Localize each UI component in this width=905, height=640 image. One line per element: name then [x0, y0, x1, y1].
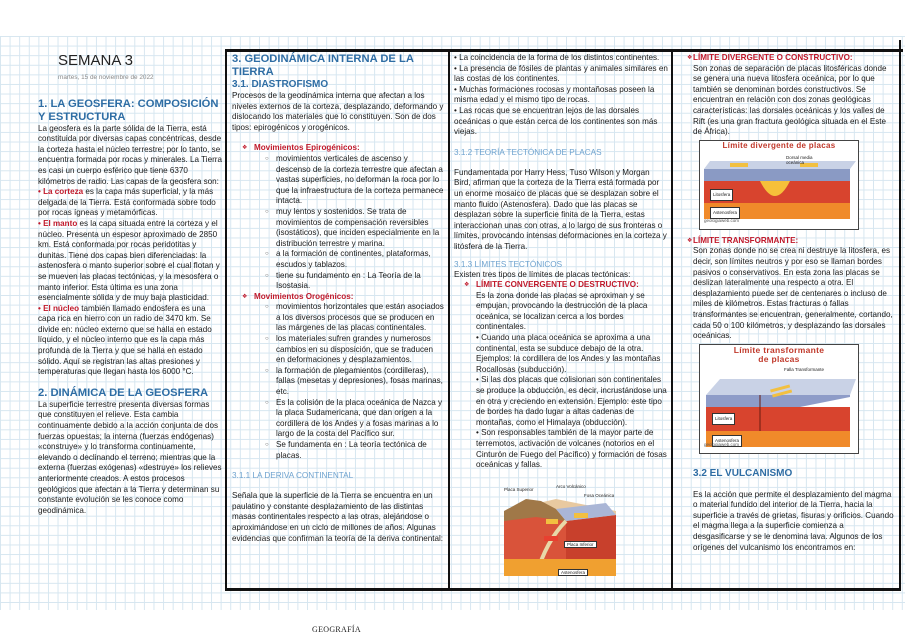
list-item: ○ a la formación de continentes, plataformas, escudos y tablazos. — [232, 249, 444, 270]
label-placa-inferior: Placa Inferior — [564, 541, 597, 548]
limites-title: 3.1.3 LÍMITES TECTÓNICOS — [454, 259, 563, 269]
evidence-item: • La presencia de fósiles de plantas y animales similares en las costas de los continentes. — [454, 63, 668, 84]
layer-text: es la capa más superficial, y la más delgada de la Tierra. Está conformada sobre todo por rocas ígneas y metamórficas. — [38, 187, 216, 218]
column-divider-3 — [671, 49, 673, 591]
section-2-title: 2. DINÁMICA DE LA GEOSFERA — [38, 386, 209, 399]
layer-text: es la capa situada entre la corteza y el núcleo. Presenta un espesor aproximado de 2850 km. Está conformada por rocas peridotitas y dunitas. Tiene dos capas bien diferenciadas: la astenosfera o manto superior sobre el cual flotan y se mueven las placas tectónicas, y la mesosfera o manto inferior. Esta última es una zona esencialmente sólida y de muy baja plasticidad. — [38, 218, 220, 303]
convergente-text: • Si las dos placas que colisionan son continentales se produce la obducción, es decir, incrustándose una en otra y creciendo en extensión. Ejemplo: este tipo de bordes ha dado lugar a altas cadenas de montañas, como el Himalaya (obducción). — [476, 375, 667, 427]
frame-bottom-border — [225, 588, 900, 591]
convergente-text: Es la zona donde las placas se aproximan y se empujan, provocando la destrucción de la placa oceánica, se localizan cerca a los bordes continentales. — [476, 290, 648, 332]
column-divider-4 — [899, 40, 901, 591]
section-3-1-title: 3.1. DIASTROFISMO — [232, 79, 329, 90]
label-placa-superior: Placa Superior — [504, 487, 534, 492]
figure-credit: geologiaweb.com — [704, 218, 740, 224]
label-arco-volcanico: Arco Volcánico — [556, 484, 586, 489]
column-geosfera — [38, 50, 224, 516]
column-tectonica — [454, 53, 668, 471]
convergent-boundary-figure — [496, 481, 622, 585]
vulcanismo-title: 3.2 EL VULCANISMO — [693, 467, 793, 479]
limites-intro: Existen tres tipos de límites de placas tectónicas: — [454, 269, 631, 279]
transformante-heading: ❖ LÍMITE TRANSFORMANTE: — [677, 236, 897, 247]
divergente-heading: ❖ LÍMITE DIVERGENTE O CONSTRUCTIVO: — [677, 53, 897, 64]
evidence-item: • La coincidencia de la forma de los distintos continentes. — [454, 53, 660, 62]
list-item: ○ los materiales sufren grandes y numerosos cambios en su disposición, que se traducen en deformaciones y desplazamientos. — [232, 334, 444, 366]
tectonica-title: 3.1.2 TEORÍA TECTÓNICA DE PLACAS — [454, 147, 602, 157]
column-geodinamica — [232, 53, 444, 544]
list-item: ○ movimientos verticales de ascenso y descenso de la corteza terrestre que afectan a vastas superficies, no deforman la roca por lo que la infraestructura de la corteza permanece intacta. — [232, 154, 444, 207]
divergent-boundary-figure — [699, 140, 859, 230]
list-item: ○ tiene su fundamento en : La Teoría de la Isostasia. — [232, 271, 444, 292]
footer-subject: GEOGRAFÍA — [312, 625, 361, 634]
date-label: martes, 15 de noviembre de 2022 — [58, 74, 154, 81]
layer-manto — [38, 219, 224, 304]
figure-title-line1: Límite transformante — [733, 344, 825, 355]
diastrofismo-intro: Procesos de la geodinámica interna que afectan a los niveles externos de la corteza, desplazando, deformando y dislocando los materiales que lo constituyen. Son de dos tipos: epirogénicos y orogénicos. — [232, 91, 444, 132]
section-1-title: 1. LA GEOSFERA: COMPOSICIÓN Y ESTRUCTURA — [38, 97, 219, 123]
list-item: ○ Es la colisión de la placa oceánica de Nazca y la placa Sudamericana, que dan origen a la cordillera de los Andes y a fosas marinas a lo largo de la costa del Pacífico sur. — [232, 398, 444, 440]
tectonica-text: Fundamentada por Harry Hess, Tuso Wilson y Morgan Bird, afirman que la corteza de la Tierra está formada por un enorme mosaico de placas que se desplazan sobre el manto fluido (Astenosfera). Dado que las placas se desplazan sobre la superficie finita de la Tierra, estas interaccionan unas con otras, a lo largo de sus fronteras o límites, provocando intensas deformaciones en la corteza y litósfera de la Tierra. — [454, 167, 667, 251]
list-item: ○ Se fundamenta en : La teoría tectónica de placas. — [232, 440, 444, 461]
evidence-item: • Las rocas que se encuentran lejos de las dorsales oceánicas o que están cerca de los continentes son más viejas. — [454, 105, 658, 137]
convergente-text: • Son responsables también de la mayor parte de terremotos, activación de volcanes (notorios en el Cinturón de Fuego del Pacífico) y formación de fosas oceánicas y fallas. — [476, 428, 667, 470]
list-item: ○ movimientos horizontales que están asociados a los diversos procesos que se producen en las márgenes de las placas continentales. — [232, 302, 444, 334]
epirogenicos-heading: ❖ Movimientos Epirogénicos: — [232, 143, 444, 154]
figure-credit: geologiaweb.com — [704, 442, 740, 448]
section-3-title: 3. GEODINÁMICA INTERNA DE LA TIERRA — [232, 53, 414, 78]
list-item: ○ muy lentos y sostenidos. Se trata de movimientos de compensación reversibles (isostáticos), que inciden especialmente en la distribución terrestre y marina. — [232, 207, 444, 249]
layer-corteza — [38, 187, 224, 219]
vulcanismo-text: Es la acción que permite el desplazamiento del magma o material fundido del interior de la Tierra, hacia la superficie a través de grietas, fisuras y orificios. Cuando el magma llega a la superficie comienza a desgasificarse y se le denomina lava. Algunos de los orígenes del vulcanismo los encontramos en: — [693, 489, 894, 552]
column-divider-2 — [448, 49, 450, 591]
layer-term: • La corteza — [38, 187, 84, 197]
layer-term: • El núcleo — [38, 303, 80, 313]
deriva-title: 3.1.1 LA DERIVA CONTINENTAL — [232, 471, 354, 481]
dinamica-text: La superficie terrestre presenta diversas formas que constituyen el relieve. Esta cambia continuamente debido a la acción conjunta de dos fuerzas opuestas; la interna (fuerzas endógenas) «construye» y lo transforma continuamente, elevando o declinando el terreno; mientras que la externa (fuerzas exógenas) «destruye» los relieves anteriormente creados. A estos procesos geológicos que afectan a la Tierra y determinan su constante evolución se les conoce como geodinámica. — [38, 399, 222, 515]
transformante-text: Son zonas donde no se crea ni destruye la litosfera, es decir, son límites neutros y por eso se llaman bordes pasivos o conservativos. En esta zona las placas se deslizan lateralmente una respecto a otra. El desplazamiento puede ser de centenares o incluso de miles de kilómetros. Estas fracturas o fallas transformantes se encuentran, generalmente, cortando, cada 50 o 100 kilómetros, y desplazando las dorsales oceánicas. — [693, 246, 893, 341]
frame-top-border — [225, 49, 903, 52]
convergente-heading: ❖ LÍMITE CONVERGENTE O DESTRUCTIVO: — [454, 280, 668, 291]
label-litosfera: Litosfera — [710, 189, 733, 202]
divergente-text: Son zonas de separación de placas litosféricas donde se genera una nueva litosfera oceánica, por lo que también se denominan bordes constructivos. Se encuentran en relación con dos zonas geológicas características: las dorsales oceánicas y los valles de Rift (es una gran fractura geológica situada en el Este de África). — [693, 63, 887, 137]
list-item: ○ la formación de plegamientos (cordilleras), fallas (mesetas y depresiones), fosas marinas, etc. — [232, 366, 444, 398]
layer-nucleo — [38, 304, 224, 378]
geosfera-intro: La geosfera es la parte sólida de la Tierra, está constituida por diversas capas concéntricas, desde la corteza hasta el núcleo terrestre; por lo tanto, se encuentra formada por rocas y minerales. La Tierra es casi un cuerpo esférico que tiene 6370 kilómetros de radio. Las capas de la geosfera son: — [38, 123, 222, 186]
label-fosa-oceanica: Fosa Oceánica — [584, 493, 615, 498]
deriva-text: Señala que la superficie de la Tierra se encuentra en un paulatino y constante desplazamiento de las distintas masas continentales respecto a las otras, alejándose o aproximándose en un ciclo de millones de años. Algunas evidencias que confirman la teoría de la deriva continental: — [232, 491, 444, 543]
label-falla: Falla Transformante — [784, 366, 825, 372]
figure-title-line2: de placas — [758, 354, 800, 365]
column-divider-1 — [225, 49, 227, 591]
evidence-item: • Muchas formaciones rocosas y montañosas poseen la misma edad y el mismo tipo de rocas. — [454, 84, 655, 105]
convergente-text: • Cuando una placa oceánica se aproxima a una continental, esta se subduce debajo de la otra. Ejemplos: la cordillera de los Andes y las montañas Rocallosas (subducción). — [476, 333, 661, 374]
week-title: SEMANA 3 — [58, 52, 134, 69]
layer-term: • El manto — [38, 218, 78, 228]
label-astenosfera: Astenosfera — [558, 569, 588, 576]
transform-boundary-figure — [699, 344, 859, 454]
figure-title: Límite divergente de placas — [722, 140, 836, 150]
label-astenosfera: Astenosfera — [712, 435, 742, 448]
label-litosfera: Litosfera — [712, 413, 735, 426]
label-astenosfera: Astenosfera — [710, 207, 740, 220]
layer-text: también llamado endosfera es una capa rica en hierro con un radio de 3470 km. Se divide en: núcleo externo que se halla en estado líquido, y el núcleo interno que es la capa más profunda de la Tierra y que se halla en estado sólido. Aquí se registran las altas presiones y temperaturas que llegan hasta los 6000 °C. — [38, 303, 212, 377]
column-limites — [677, 53, 897, 553]
orogenicos-heading: ❖ Movimientos Orogénicos: — [232, 292, 444, 303]
label-dorsal: Dorsal media oceánica — [786, 154, 813, 165]
